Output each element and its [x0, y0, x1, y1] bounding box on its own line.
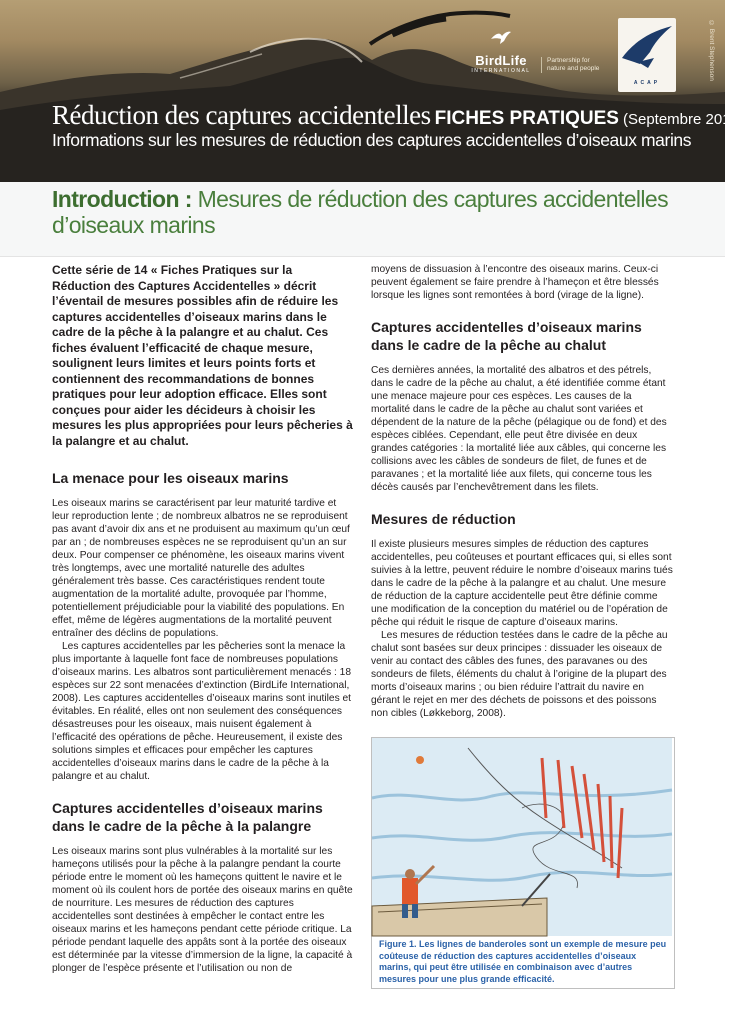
header-banner [0, 0, 744, 182]
paragraph-threat-2: Les captures accidentelles par les pêcheries sont la menace la plus importante à laquelle font face de nombreuses populations d’oiseaux marins. Les albatros sont particulièrement menacés : 18 espèces sur 22 sont menacées d’extinction (BirdLife International, 2008). Les captures accidentelles d’oiseaux marins sont inutiles et évitables. En réalité, elles ont non seulement des conséquences désastreuses pour les oiseaux, mais nuisent également à l’efficacité des opérations de pêche. Heureusement, il existe des solutions simples et efficaces pour empêcher les captures accidentelles d’oiseaux marins dans le cadre de la pêche à la palangre et au chalut. [52, 641, 351, 782]
intro-heading-rest: Mesures de réduction des captures accidentelles d’oiseaux marins [52, 186, 668, 238]
heading-longline: Captures accidentelles d’oiseaux marins dans le cadre de la pêche à la palangre [52, 800, 323, 834]
intro-heading-bold: Introduction : [52, 186, 192, 212]
birdlife-name: BirdLife [475, 53, 527, 68]
lead-paragraph: Cette série de 14 « Fiches Pratiques sur la Réduction des Captures Accidentelles » décrit l’éventail de mesures possibles afin de réduire les captures accidentelles d’oiseaux marins dans le cadre de la pêche à la palangre et au chalut. Ces fiches évaluent l’efficacité de chaque mesure, soulignent leurs limites et leurs points forts et contiennent des recommandations de bonnes pratiques pour leur adoption efficace. Elles sont conçues pour aider les décideurs à choisir les mesures les plus appropriées pour leurs pêcheries à la palangre et au chalut. [52, 263, 353, 448]
paragraph-measures-2: Les mesures de réduction testées dans le cadre de la pêche au chalut sont basées sur deux principes : dissuader les oiseaux de venir au contact des câbles des funes, des paravanes ou des sondeurs de filets, éléments du chalut à l’origine de la plupart des morts d’oiseaux marins ; ou bien réduire l’attrait du navire en gérant le rejet en mer des déchets de poissons et des poissons non cibles (Løkkeborg, 2008). [371, 630, 668, 719]
bird-icon [490, 30, 512, 46]
photo-credit: © Brent Stephenson [708, 20, 715, 81]
streamer-line-illustration [372, 738, 672, 936]
figure-caption: Figure 1. Les lignes de banderoles sont un exemple de mesure peu coûteuse de réduction des captures accidentelles d’oiseaux marins, qui peut être utilisée en combinaison avec d’autres mesures pour une plus grande efficacité. [379, 939, 667, 984]
title-date: (Septembre 2014) [622, 111, 744, 128]
partnership-line-1: Partnership for [547, 57, 590, 64]
paragraph-longline: Les oiseaux marins sont plus vulnérables à la mortalité sur les hameçons utilisés pour la pêche à la palangre pendant la courte période entre le moment où les hameçons quittent le navire et le moment où ils coulent hors de portée des oiseaux marins en quête de nourriture. Les mesures de réduction des captures accidentelles sont destinées à empêcher le contact entre les oiseaux marins et les hameçons pendant cette période critique. La période pendant laquelle des appâts sont à la portée des oiseaux est déterminée par la vitesse d’immersion de la ligne, la capacité à plonger de l’espèce présente et l’utilisation ou non de [52, 846, 353, 974]
albatross-icon [618, 18, 676, 78]
heading-trawl: Captures accidentelles d’oiseaux marins dans le cadre de la pêche au chalut [371, 319, 642, 353]
paragraph-continued: moyens de dissuasion à l’encontre des oiseaux marins. Ceux-ci peuvent également se faire prendre à l’hameçon et être blessés lorsque les lignes sont remontées à bord (virage de la ligne). [371, 264, 659, 301]
figure-1 [371, 737, 675, 989]
paragraph-threat-1: Les oiseaux marins se caractérisent par leur maturité tardive et leur reproduction lente ; de nombreux albatros ne se reproduisent pas avant d’avoir dix ans et ne produisent au maximum qu’un œuf par an ; de nombreuses espèces ne se reproduisent qu’un an sur deux. Pour compenser ce phénomène, les oiseaux marins vivent très longtemps, avec une mortalité naturelle des adultes généralement très basse. Ces caractéristiques rendent toute augmentation de la mortalité adulte, provoquée par l’homme, potentiellement préjudiciable pour la viabilité des populations. En effet, même de légères augmentations de la mortalité peuvent entraîner des déclins de populations. [52, 498, 350, 639]
birdlife-logo [466, 30, 536, 78]
title-main: Réduction des captures accidentelles [52, 100, 431, 130]
right-column [371, 263, 673, 720]
partnership-tagline [541, 57, 627, 73]
partnership-line-2: nature and people [547, 65, 600, 72]
acap-label: ACAP [633, 80, 661, 86]
title-fiches: FICHES PRATIQUES [434, 108, 619, 129]
acap-logo [618, 18, 676, 92]
left-column [52, 263, 354, 975]
heading-measures: Mesures de réduction [371, 511, 516, 527]
intro-heading [52, 186, 672, 238]
heading-threat: La menace pour les oiseaux marins [52, 470, 289, 486]
paragraph-trawl: Ces dernières années, la mortalité des albatros et des pétrels, dans le cadre de la pêche au chalut, a été identifiée comme étant une menace majeure pour ces espèces. Les causes de la mortalité dans le cadre de la pêche au chalut sont variées et dépendent de la nature de la pêche (pélagique ou de fond) et des espèces ciblées. Cependant, elle peut être divisée en deux grandes catégories : la mortalité liée aux câbles, qui concerne les collisions avec les câbles de sondeurs de filet, de funes et de paravanes ; et la mortalité liée aux filets, qui concerne tous les décès causés par l’enchevêtrement dans les filets. [371, 365, 667, 493]
page-title [52, 100, 744, 131]
birdlife-sub: INTERNATIONAL [471, 68, 531, 74]
paragraph-measures-1: Il existe plusieurs mesures simples de réduction des captures accidentelles, peu coûteuses et pourtant efficaces qui, si elles sont suivies à la lettre, peuvent réduire le nombre d’oiseaux marins tués dans le cadre de la pêche à la palangre et au chalut. Une mesure de réduction de la capture accidentelle peut être définie comme une modification de la conception du matériel ou de l’opération de pêche qui réduit le risque de capture d’oiseaux marins. [371, 539, 673, 628]
page-subtitle: Informations sur les mesures de réduction des captures accidentelles d’oiseaux marins [52, 130, 692, 150]
ocean-waves-photo [0, 0, 725, 182]
